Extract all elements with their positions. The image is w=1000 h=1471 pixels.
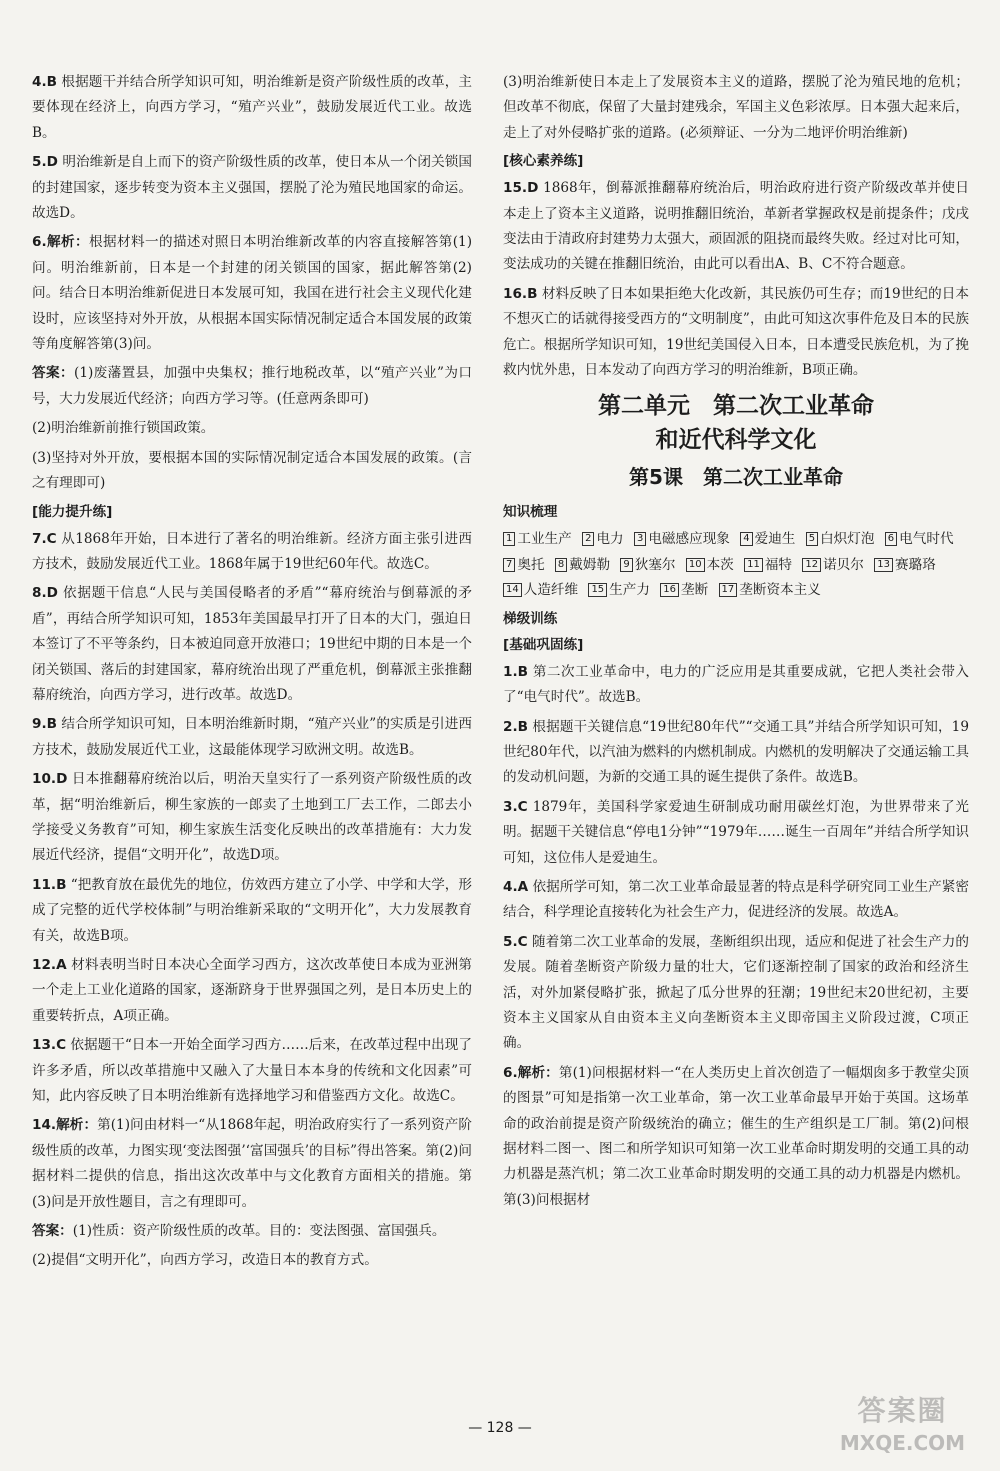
term-number-box: 3: [634, 532, 646, 546]
watermark-top-text: 答案圈: [857, 1394, 948, 1427]
knowledge-term: [874, 557, 936, 573]
item-text: 1868年，倒幕派推翻幕府统治后，明治政府进行资产阶级改革并使日本走上了资本主义道路，说明推翻旧统治，革新者掌握政权是前提条件；戊戌变法由于清政府封建势力太强大，顽固派的阻挠而最终失败。经过对比可知，变法成功的关键在推翻旧统治，由此可以看出A、B、C不符合题意。: [503, 180, 969, 273]
answer-item-10: [32, 767, 472, 869]
term-number-box: 14: [503, 583, 522, 597]
term-number-box: 10: [686, 558, 705, 572]
term-number-box: 7: [503, 558, 515, 572]
section-ability-heading: [能力提升练]: [32, 503, 113, 520]
answer-item-13: [32, 1033, 472, 1109]
item-text: 第(1)问根据材料一“在人类历史上首次创造了一幅烟囱多于教堂尖顶的图景”可知是指第一次工业革命，第一次工业革命最早开始于英国。这场革命的政治前提是资产阶级统治的确立；催生的生产组织是工厂制。第(2)问根据材料二图一、图二和所学知识可知第一次工业革命时期发明的交通工具的动力机器是蒸汽机；第二次工业革命时期发明的交通工具的动力机器是内燃机。第(3)问根据材: [503, 1064, 970, 1208]
left-column: [32, 70, 472, 1278]
item-number: 5.D: [32, 154, 58, 171]
answer-item-5: [32, 150, 472, 226]
knowledge-term: [634, 531, 730, 547]
answer-item-9: [32, 712, 472, 763]
item-number: 1.B: [503, 663, 528, 680]
answer-6-p1: [32, 361, 472, 412]
term-text: 赛璐珞: [894, 556, 936, 573]
knowledge-term: [802, 557, 864, 573]
term-number-box: 9: [620, 558, 632, 572]
term-number-box: 8: [555, 558, 567, 572]
page-number: — 128 —: [468, 1420, 532, 1436]
term-text: 电气时代: [899, 531, 954, 548]
answer-item-6-right: [503, 1061, 969, 1213]
term-text: 工业生产: [517, 531, 572, 548]
item-number: 15.D: [503, 180, 539, 197]
knowledge-term: [660, 582, 708, 598]
answer-text: (1)性质：资产阶级性质的改革。目的：变法图强、富国强兵。: [72, 1223, 446, 1240]
term-number-box: 11: [744, 558, 763, 572]
item-text: 日本推翻幕府统治以后，明治天皇实行了一系列资产阶级性质的改革，据“明治维新后，柳生家族的一郎卖了土地到工厂去工作，二郎去小学接受义务教育”可知，柳生家族生活变化反映出的改革措施有：大力发展近代经济，提倡“文明开化”，故选D项。: [32, 771, 472, 864]
knowledge-term: [885, 531, 954, 547]
term-number-box: 1: [503, 532, 515, 546]
term-text: 生产力: [609, 582, 650, 599]
item-number: 14.解析：: [32, 1117, 98, 1134]
item-text: 依据所学可知，第二次工业革命最显著的特点是科学研究同工业生产紧密结合，科学理论直接转化为社会生产力，促进经济的发展。故选A。: [503, 878, 969, 921]
item-text: 明治维新是自上而下的资产阶级性质的改革，使日本从一个闭关锁国的封建国家，逐步转变为资本主义强国，摆脱了沦为殖民地国家的命运。故选D。: [32, 154, 472, 222]
unit-title-line-2: 和近代科学文化: [655, 427, 817, 454]
knowledge-term: [503, 557, 545, 573]
item-number: 10.D: [32, 771, 68, 788]
item-number: 4.B: [32, 74, 57, 90]
term-text: 垄断: [681, 582, 709, 599]
item-text: 依据题干信息“人民与美国侵略者的矛盾”“幕府统治与倒幕派的矛盾”，再结合所学知识可知，1853年美国最早打开了日本的大门，强迫日本签订了不平等条约，日本被迫同意开放港口；19世纪中期的日本是一个闭关锁国、落后的封建国家，幕府统治出现了严重危机，倒幕派主张推翻幕府统治，向西方学习，进行改革。故选D。: [32, 585, 472, 703]
term-text: 白炽灯泡: [820, 531, 875, 548]
item-number: 5.C: [503, 933, 528, 950]
answer-item-3: [503, 795, 969, 871]
answer-text: (1)废藩置县，加强中央集权；推行地税改革，以“殖产兴业”为口号，大力发展近代经济；向西方学习等。(任意两条即可): [32, 365, 473, 407]
answer-item-5-right: [503, 930, 969, 1057]
item-number: 8.D: [32, 585, 58, 602]
knowledge-term: [744, 557, 792, 573]
answer-item-15: [503, 176, 969, 278]
item-number: 12.A: [32, 957, 67, 973]
term-text: 诺贝尔: [823, 556, 864, 573]
term-text: 狄塞尔: [634, 556, 676, 573]
item-text: 根据题干关键信息“19世纪80年代”“交通工具”并结合所学知识可知，19世纪80年代，以汽油为燃料的内燃机制成。内燃机的发明解决了交通运输工具的发动机问题，为新的交通工具的诞生提供了条件。故选B。: [503, 718, 969, 786]
term-text: 爱迪生: [754, 531, 796, 548]
answer-14-p1: [32, 1219, 472, 1244]
term-text: 垄断资本主义: [739, 582, 821, 599]
answer-item-8: [32, 581, 472, 708]
knowledge-term: [740, 531, 795, 547]
knowledge-term: [686, 557, 734, 573]
knowledge-heading: 知识梳理: [503, 504, 558, 521]
term-text: 人造纤维: [523, 582, 579, 599]
term-text: 电磁感应现象: [648, 531, 730, 548]
answer-14-p2: (2)提倡“文明开化”，向西方学习，改造日本的教育方式。: [32, 1252, 378, 1269]
knowledge-term: [503, 582, 578, 598]
answer-item-4: [32, 70, 472, 146]
item-text: 从1868年开始，日本进行了著名的明治维新。经济方面主张引进西方技术，鼓励发展近代工业。1868年属于19世纪60年代。故选C。: [32, 530, 473, 572]
training-heading: 梯级训练: [503, 610, 558, 627]
knowledge-term: [555, 557, 610, 573]
answer-6-p3-continued: (3)明治维新使日本走上了发展资本主义的道路，摆脱了沦为殖民地的危机；但改革不彻底，保留了大量封建残余，军国主义色彩浓厚。日本强大起来后，走上了对外侵略扩张的道路。(必须辩证、一分为二地评价明治维新): [503, 74, 969, 141]
item-number: 6.解析：: [503, 1064, 559, 1081]
term-number-box: 4: [740, 532, 752, 546]
section-core-heading: [核心素养练]: [503, 153, 584, 170]
answer-6-p2: (2)明治维新前推行锁国政策。: [32, 420, 215, 437]
item-text: 结合所学知识可知，日本明治维新时期，“殖产兴业”的实质是引进西方技术，鼓励发展近代工业，这最能体现学习欧洲文明。故选B。: [32, 716, 472, 758]
item-text: 随着第二次工业革命的发展，垄断组织出现，适应和促进了社会生产力的发展。随着垄断资产阶级力量的壮大，它们逐渐控制了国家的政治和经济生活，对外加紧侵略扩张，掀起了瓜分世界的狂潮；19世纪末20世纪初，主要资本主义国家从自由资本主义向垄断资本主义即帝国主义阶段过渡，C项正确。: [503, 933, 969, 1052]
item-number: 7.C: [32, 530, 57, 547]
term-text: 福特: [764, 556, 793, 573]
item-text: 根据题干并结合所学知识可知，明治维新是资产阶级性质的改革，主要体现在经济上，向西方学习，“殖产兴业”，鼓励发展近代工业。故选B。: [32, 74, 472, 141]
knowledge-term: [588, 582, 650, 598]
term-text: 电力: [596, 531, 624, 548]
lesson-title: 第5课 第二次工业革命: [629, 465, 843, 490]
knowledge-term: [806, 531, 875, 547]
answer-item-11: [32, 873, 472, 949]
answer-item-2: [503, 715, 969, 791]
answer-item-4-right: [503, 875, 969, 926]
term-text: 戴姆勒: [569, 556, 611, 573]
term-text: 奥托: [517, 556, 545, 573]
knowledge-terms: [503, 527, 969, 603]
item-text: 依据题干“日本一开始全面学习西方……后来，在改革过程中出现了许多矛盾，所以改革措施中又融入了大量日本本身的传统和文化因素”可知，此内容反映了日本明治维新有选择地学习和借鉴西方文化。故选C。: [32, 1037, 472, 1105]
term-number-box: 15: [588, 583, 607, 597]
answer-label: 答案：: [32, 365, 75, 382]
item-number: 6.解析：: [32, 234, 89, 251]
item-text: 材料反映了日本如果拒绝大化改新，其民族仍可生存；而19世纪的日本不想灭亡的话就得接受西方的“文明制度”，由此可知这次事件危及日本的民族危亡。根据所学知识可知，19世纪美国侵入日本，日本遭受民族危机，为了挽救内忧外患，日本发动了向西方学习的明治维新，B项正确。: [503, 285, 969, 379]
item-number: 3.C: [503, 798, 528, 815]
answer-label: 答案：: [32, 1223, 73, 1240]
item-number: 2.B: [503, 718, 528, 735]
section-basic-heading: [基础巩固练]: [503, 636, 584, 653]
term-number-box: 2: [582, 532, 594, 546]
term-number-box: 5: [806, 532, 818, 546]
item-number: 13.C: [32, 1037, 67, 1054]
answer-item-12: [32, 953, 472, 1029]
item-number: 4.A: [503, 878, 529, 895]
item-number: 9.B: [32, 716, 57, 733]
item-text: “把教育放在最优先的地位，仿效西方建立了小学、中学和大学，形成了完整的近代学校体制”与明治维新采取的“文明开化”，大力发展教育有关，故选B项。: [32, 876, 472, 944]
item-number: 11.B: [32, 876, 67, 893]
item-number: 16.B: [503, 285, 538, 302]
item-text: 1879年，美国科学家爱迪生研制成功耐用碳丝灯泡，为世界带来了光明。据题干关键信息“停电1分钟”“1979年……诞生一百周年”并结合所学知识可知，这位伟人是爱迪生。: [503, 798, 969, 866]
item-text: 根据材料一的描述对照日本明治维新改革的内容直接解答第(1)问。明治维新前，日本是一个封建的闭关锁国的国家，据此解答第(2)问。结合日本明治维新促进日本发展可知，我国在进行社会主义现代化建设时，应该坚持对外开放，从根据本国实际情况制定适合本国发展的政策等角度解答第(3)问。: [32, 234, 472, 353]
knowledge-term: [719, 582, 821, 598]
item-text: 第二次工业革命中，电力的广泛应用是其重要成就，它把人类社会带入了“电气时代”。故选B。: [503, 663, 970, 706]
knowledge-term: [503, 531, 572, 547]
term-text: 本茨: [706, 556, 734, 573]
term-number-box: 16: [660, 583, 679, 597]
answer-item-14: [32, 1113, 472, 1215]
knowledge-term: [582, 531, 624, 547]
term-number-box: 12: [802, 558, 821, 572]
answer-item-16: [503, 282, 969, 384]
watermark-bottom-text: MXQE.COM: [839, 1431, 966, 1455]
term-number-box: 13: [874, 558, 893, 572]
knowledge-term: [620, 557, 675, 573]
answer-6-p3: (3)坚持对外开放，要根据本国的实际情况制定适合本国发展的政策。(言之有理即可): [32, 449, 472, 492]
answer-item-1: [503, 660, 969, 711]
term-number-box: 6: [885, 532, 897, 546]
unit-title-line-1: 第二单元 第二次工业革命: [598, 393, 874, 420]
item-text: 第(1)问由材料一“从1868年起，明治政府实行了一系列资产阶级性质的改革，力图实现‘变法图强’‘富国强兵’的目标”得出答案。第(2)问据材料二提供的信息，指出这次改革中与文化教育方面相关的措施。第(3)问是开放性题目，言之有理即可。: [32, 1117, 472, 1210]
watermark-logo: [820, 1392, 985, 1464]
answer-item-7: [32, 527, 472, 578]
answer-item-6: [32, 230, 472, 357]
right-column: [503, 70, 969, 1217]
term-number-box: 17: [719, 583, 738, 597]
item-text: 材料表明当时日本决心全面学习西方，这次改革使日本成为亚洲第一个走上工业化道路的国家，逐渐跻身于世界强国之列，是日本历史上的重要转折点，A项正确。: [32, 957, 472, 1024]
